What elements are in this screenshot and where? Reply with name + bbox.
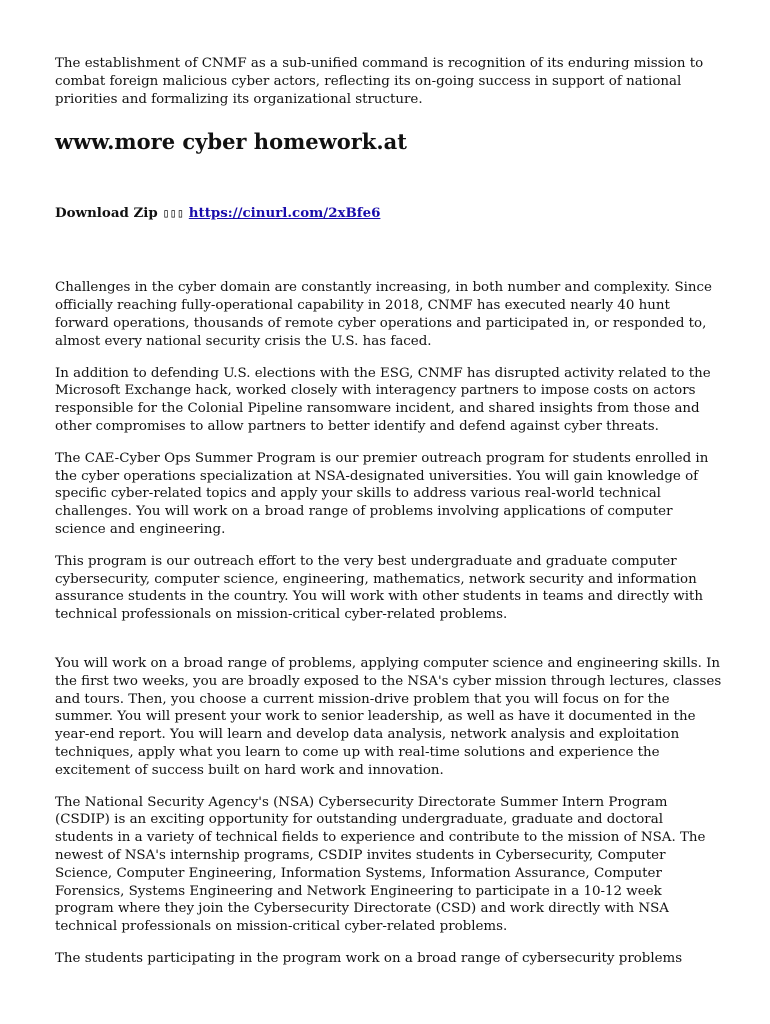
download-line (55, 204, 722, 222)
students-paragraph: The students participating in the program work on a broad range of cybersecurity problems (55, 950, 683, 966)
challenges-paragraph: Challenges in the cyber domain are constantly increasing, in both number and complexity. Since officially reaching fully-operational capability in 2018, CNMF has executed nearly 40 hunt forward operations, thousands of remote cyber operations and participated in, or responded to, almost every national security crisis the U.S. has faced. (55, 280, 712, 349)
csdip-paragraph: The National Security Agency's (NSA) Cybersecurity Directorate Summer Intern Program (CSDIP) is an exciting opportunity for outstanding undergraduate, graduate and doctoral students in a variety of technical fields to experience and contribute to the mission of NSA. The newest of NSA's internship programs, CSDIP invites students in Cybersecurity, Computer Science, Computer Engineering, Information Systems, Information Assurance, Computer Forensics, Systems Engineering and Network Engineering to participate in a 10-12 week program where they join the Cybersecurity Directorate (CSD) and work directly with NSA technical professionals on mission-critical cyber-related problems. (55, 794, 706, 935)
cae-program-paragraph: The CAE-Cyber Ops Summer Program is our premier outreach program for students enrolled in the cyber operations specialization at NSA-designated universities. You will gain knowledge of specific cyber-related topics and apply your skills to address various real-world technical challenges. You will work on a broad range of problems involving applications of computer science and engineering. (55, 450, 709, 537)
page-heading: www.more cyber homework.at (55, 129, 407, 155)
intro-paragraph: The establishment of CNMF as a sub-unified command is recognition of its enduring mission to combat foreign malicious cyber actors, reflecting its on-going success in support of national priorities and formalizing its organizational structure. (55, 56, 704, 107)
missing-glyph-icons: ▯▯▯ (162, 206, 185, 221)
download-label: Download Zip (55, 205, 158, 222)
outreach-paragraph: This program is our outreach effort to the very best undergraduate and graduate computer cybersecurity, computer science, engineering, mathematics, network security and information assurance students in the country. You will work with other students in teams and directly with technical professionals on mission-critical cyber-related problems. (55, 553, 704, 623)
elections-paragraph: In addition to defending U.S. elections with the ESG, CNMF has disrupted activity related to the Microsoft Exchange hack, worked closely with interagency partners to impose costs on actors responsible for the Colonial Pipeline ransomware incident, and shared insights from those and other compromises to allow partners to better identify and defend against cyber threats. (55, 365, 711, 434)
download-link[interactable]: https://cinurl.com/2xBfe6 (188, 205, 381, 222)
broad-range-paragraph: You will work on a broad range of problems, applying computer science and engineering skills. In the first two weeks, you are broadly exposed to the NSA's cyber mission through lectures, classes and tours. Then, you choose a current mission-drive problem that you will focus on for the summer. You will present your work to senior leadership, as well as have it documented in the year-end report. You will learn and develop data analysis, network analysis and exploitation techniques, apply what you learn to come up with real-time solutions and experience the excitement of success built on hard work and innovation. (55, 655, 722, 778)
